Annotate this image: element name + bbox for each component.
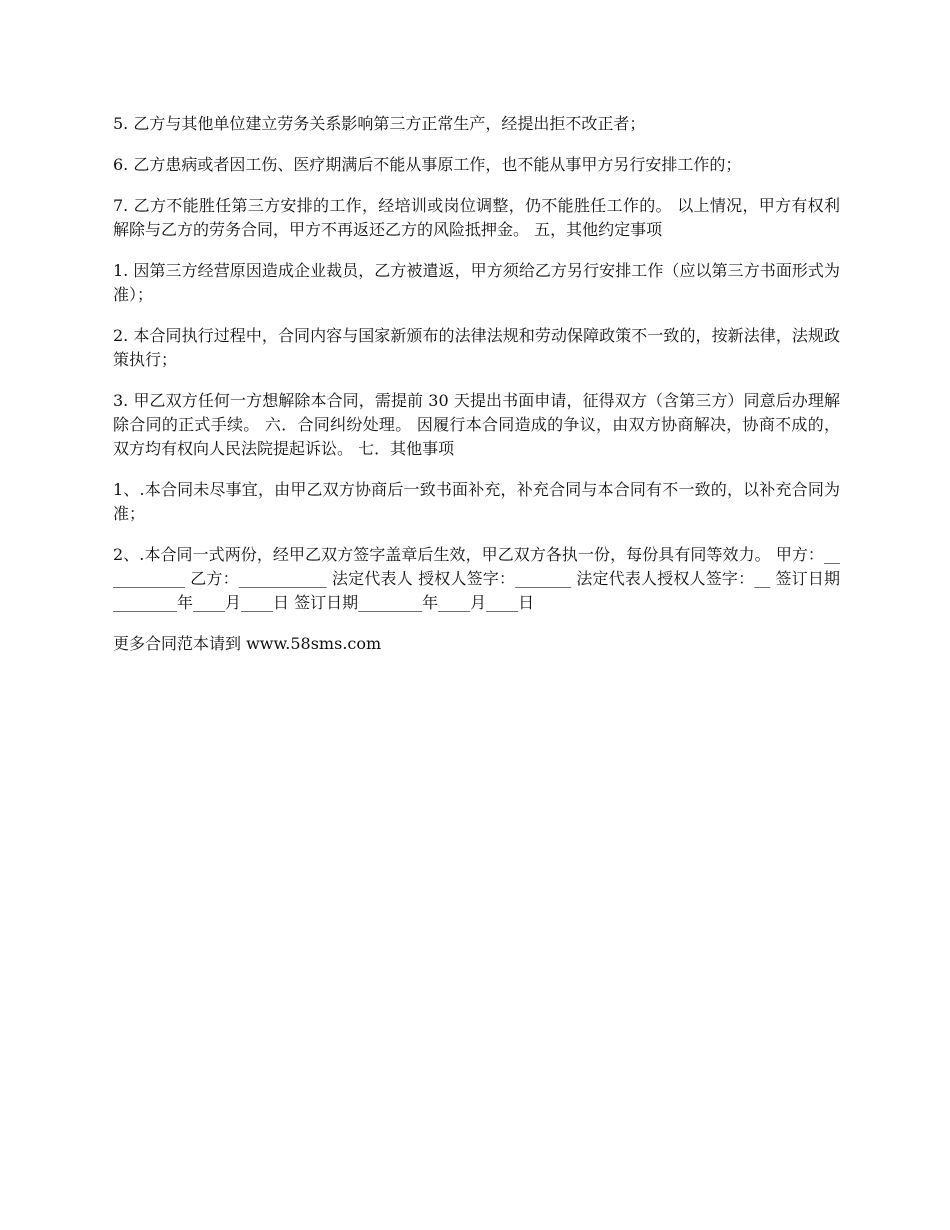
footer-more-templates-text: 更多合同范本请到 www.58sms.com [113,634,382,653]
other-terms-item-1-paragraph: 1. 因第三方经营原因造成企业裁员，乙方被遣返，甲方须给乙方另行安排工作（应以第三方书面形式为准）； [113,261,840,304]
misc-item-2-signature-paragraph: 2、.本合同一式两份，经甲乙双方签字盖章后生效，甲乙双方各执一份，每份具有同等效力。 甲方：___________ 乙方：___________ 法定代表人 授权人签字：_______ 法定代表人授权人签字：__ 签订日期________年____月____日 签订日期________年____月____日 [113,545,840,612]
document-body [113,112,840,673]
clause-7-paragraph: 7. 乙方不能胜任第三方安排的工作，经培训或岗位调整，仍不能胜任工作的。 以上情况，甲方有权利解除与乙方的劳务合同，甲方不再返还乙方的风险抵押金。 五，其他约定事项 [113,196,840,239]
clause-5-paragraph: 5. 乙方与其他单位建立劳务关系影响第三方正常生产，经提出拒不改正者； [113,114,646,133]
misc-item-1-paragraph: 1、.本合同未尽事宜，由甲乙双方协商后一致书面补充，补充合同与本合同有不一致的，以补充合同为准； [113,480,840,523]
other-terms-item-3-paragraph: 3. 甲乙双方任何一方想解除本合同，需提前 30 天提出书面申请，征得双方（含第三方）同意后办理解除合同的正式手续。 六．合同纠纷处理。 因履行本合同造成的争议，由双方协商解决，协商不成的，双方均有权向人民法院提起诉讼。 七．其他事项 [113,391,840,458]
other-terms-item-2-paragraph: 2. 本合同执行过程中，合同内容与国家新颁布的法律法规和劳动保障政策不一致的，按新法律，法规政策执行； [113,326,840,369]
clause-6-paragraph: 6. 乙方患病或者因工伤、医疗期满后不能从事原工作，也不能从事甲方另行安排工作的； [113,155,742,174]
